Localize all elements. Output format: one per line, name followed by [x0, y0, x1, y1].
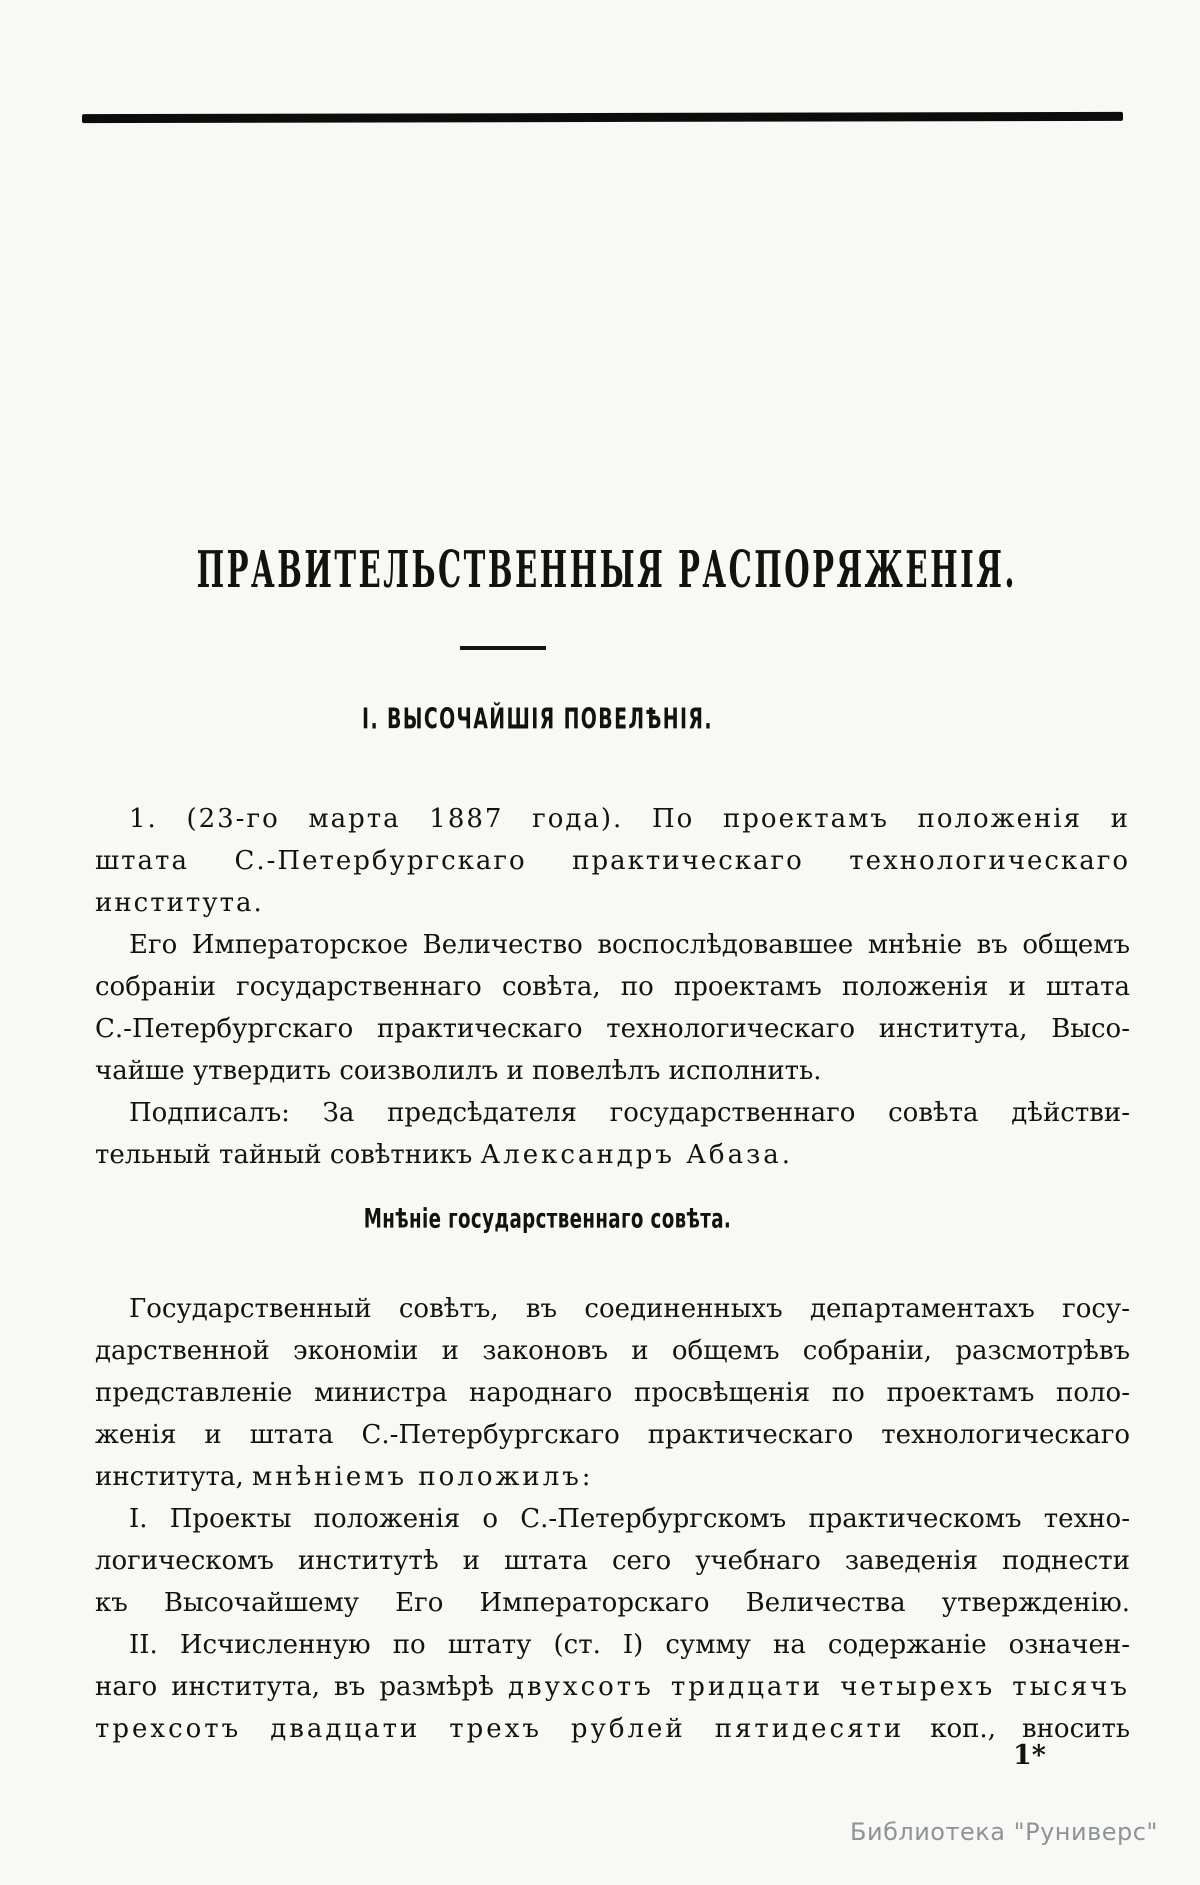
text-segment: штата С.-Петербургскаго практическаго технологическаго	[95, 846, 1130, 877]
page-signature: 1*	[1013, 1740, 1046, 1771]
title-divider	[460, 646, 546, 650]
text-line	[95, 966, 1130, 1008]
text-line	[95, 924, 1130, 966]
text-segment: къ Высочайшему Его Императорскаго Величества утвержденію.	[95, 1588, 1130, 1619]
text-segment: тельный тайный совѣтникъ	[95, 1140, 481, 1171]
text-segment: чайше утвердить соизволилъ и повелѣлъ исполнить.	[95, 1056, 822, 1087]
paragraph-council-opinion	[95, 1288, 1130, 1498]
text-segment: коп., вносить	[904, 1714, 1130, 1745]
text-segment: дарственной экономіи и законовъ и общемъ собраніи, разсмотрѣвъ	[95, 1336, 1130, 1367]
paragraph-item-two	[95, 1624, 1130, 1750]
text-segment: ІІ. Исчисленную по штату (ст. І) сумму на содержаніе означен-	[129, 1630, 1130, 1661]
text-line	[95, 882, 1130, 924]
text-segment: Его Императорское Величество воспослѣдовавшее мнѣніе въ общемъ	[129, 930, 1130, 961]
text-segment: наго института, въ размѣрѣ	[95, 1672, 508, 1703]
text-line	[95, 1624, 1130, 1666]
text-segment: мнѣніемъ положилъ:	[252, 1462, 594, 1493]
text-segment: І. Проекты положенія о С.-Петербургскомъ практическомъ техно-	[129, 1504, 1130, 1535]
library-watermark: Библиотека "Руниверс"	[850, 1818, 1158, 1846]
text-line	[95, 1134, 1130, 1176]
text-segment: женія и штата С.-Петербургскаго практическаго технологическаго	[95, 1420, 1130, 1451]
text-segment: Подписалъ: За предсѣдателя государственнаго совѣта дѣйстви-	[129, 1098, 1130, 1129]
text-line	[95, 1372, 1130, 1414]
text-line	[95, 1414, 1130, 1456]
text-segment: трехсотъ двадцати трехъ рублей пятидесяти	[95, 1714, 905, 1745]
text-line	[95, 798, 1130, 840]
text-segment: 1. (23-го марта 1887 года). По проектамъ положенія и	[129, 804, 1130, 835]
text-line	[95, 1540, 1130, 1582]
page-content	[0, 113, 1200, 1750]
text-line	[95, 1050, 1130, 1092]
text-line	[95, 1708, 1130, 1750]
text-line	[95, 1456, 1130, 1498]
subsection-heading: Мнѣніе государственнаго совѣта.	[363, 1203, 732, 1234]
text-line	[95, 840, 1130, 882]
text-segment: представленіе министра народнаго просвѣщенія по проектамъ поло-	[95, 1378, 1130, 1409]
text-line	[95, 1498, 1130, 1540]
decree-part-1	[95, 798, 1130, 1176]
text-segment: логическомъ институтѣ и штата сего учебнаго заведенія поднести	[95, 1546, 1130, 1577]
paragraph-imperial-confirmation	[95, 924, 1130, 1092]
text-line	[95, 1288, 1130, 1330]
paragraph-signature-line	[95, 1092, 1130, 1176]
text-segment: института,	[95, 1462, 253, 1493]
text-segment: Государственный совѣтъ, въ соединенныхъ департаментахъ госу-	[129, 1294, 1130, 1325]
text-line	[95, 1582, 1130, 1624]
text-segment: Александръ Абаза.	[480, 1140, 794, 1171]
text-segment: института.	[95, 888, 264, 919]
masthead-title: ПРАВИТЕЛЬСТВЕННЫЯ РАСПОРЯЖЕНІЯ.	[196, 540, 1018, 601]
paragraph-article-intro	[95, 798, 1130, 924]
paragraph-item-one	[95, 1498, 1130, 1624]
decree-body	[95, 798, 1130, 1750]
text-segment: двухсотъ тридцати четырехъ тысячъ	[507, 1672, 1130, 1703]
text-line	[95, 1092, 1130, 1134]
text-line	[95, 1666, 1130, 1708]
text-segment: С.-Петербургскаго практическаго технологическаго института, Высо-	[95, 1014, 1130, 1045]
text-segment: собраніи государственнаго совѣта, по проектамъ положенія и штата	[95, 972, 1130, 1003]
top-rule	[82, 112, 1123, 123]
section-heading: І. ВЫСОЧАЙШІЯ ПОВЕЛѢНІЯ.	[362, 703, 713, 736]
decree-part-2	[95, 1288, 1130, 1750]
text-line	[95, 1008, 1130, 1050]
text-line	[95, 1330, 1130, 1372]
